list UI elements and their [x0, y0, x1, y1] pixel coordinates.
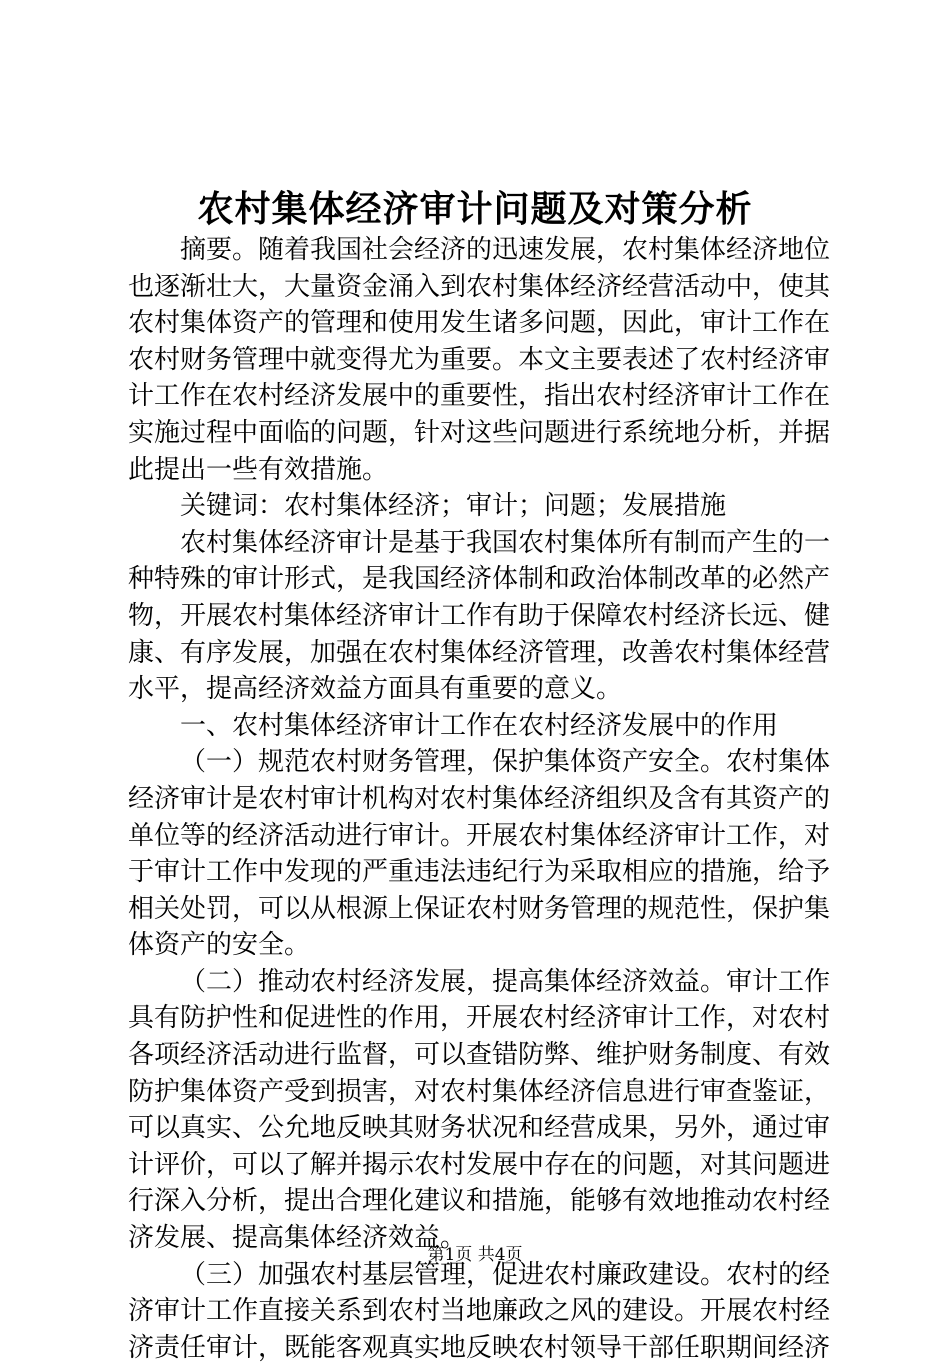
subsection-paragraph-2: （二）推动农村经济发展，提高集体经济效益。审计工作具有防护性和促进性的作用，开展农村经济审计工作，对农村各项经济活动进行监督，可以查错防弊、维护财务制度、有效防护集体资产受到损害，对农村集体经济信息进行审查鉴证，可以真实、公允地反映其财务状况和经营成果，另外，通过审计评价，可以了解并揭示农村发展中存在的问题，对其问题进行深入分析，提出合理化建议和措施，能够有效地推动农村经济发展、提高集体经济效益。	[128, 966, 831, 1254]
subsection-paragraph-1: （一）规范农村财务管理，保护集体资产安全。农村集体经济审计是农村审计机构对农村集体经济组织及含有其资产的单位等的经济活动进行审计。开展农村集体经济审计工作，对于审计工作中发现的严重违法违纪行为采取相应的措施，给予相关处罚，可以从根源上保证农村财务管理的规范性，保护集体资产的安全。	[128, 747, 831, 961]
intro-paragraph: 农村集体经济审计是基于我国农村集体所有制而产生的一种特殊的审计形式，是我国经济体制和政治体制改革的必然产物，开展农村集体经济审计工作有助于保障农村经济长远、健康、有序发展，加强在农村集体经济管理，改善农村集体经营水平，提高经济效益方面具有重要的意义。	[128, 527, 831, 705]
section-heading: 一、农村集体经济审计工作在农村经济发展中的作用	[180, 710, 779, 741]
page-number-footer: 第1页 共4页	[427, 1245, 523, 1265]
abstract-paragraph: 摘要。随着我国社会经济的迅速发展，农村集体经济地位也逐渐壮大，大量资金涌入到农村集体经济经营活动中，使其农村集体资产的管理和使用发生诸多问题，因此，审计工作在农村财务管理中就变得尤为重要。本文主要表述了农村经济审计工作在农村经济发展中的重要性，指出农村经济审计工作在实施过程中面临的问题，针对这些问题进行系统地分析，并据此提出一些有效措施。	[128, 235, 831, 485]
keywords-paragraph: 关键词：农村集体经济；审计；问题；发展措施	[180, 491, 727, 522]
document-body	[128, 232, 830, 1366]
subsection-paragraph-3: （三）加强农村基层管理，促进农村廉政建设。农村的经济审计工作直接关系到农村当地廉政之风的建设。开展农村经济责任审计，既能客观真实地反映农村领导干部任职期间经济	[128, 1259, 831, 1363]
document-title: 农村集体经济审计问题及对策分析	[197, 188, 753, 230]
